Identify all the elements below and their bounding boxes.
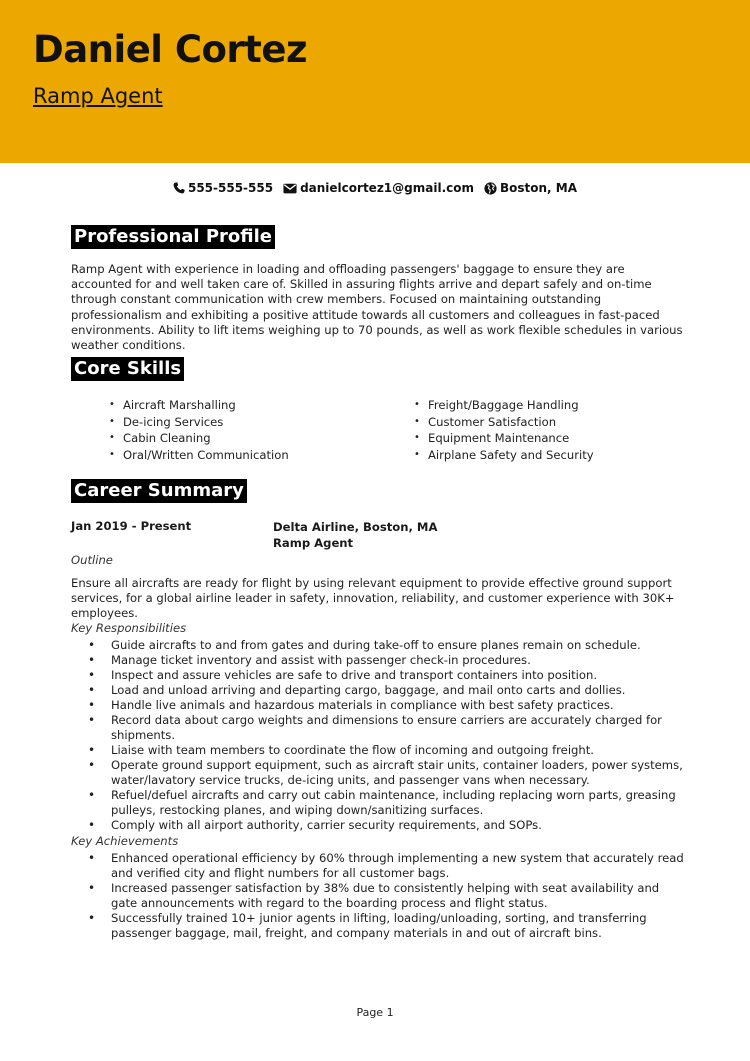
section-heading-profile: Professional Profile bbox=[71, 225, 275, 249]
responsibilities-list bbox=[111, 638, 686, 833]
skill-item: • Oral/Written Communication bbox=[109, 447, 289, 464]
job-company: Delta Airline, Boston, MA bbox=[273, 520, 438, 534]
skill-item: • Freight/Baggage Handling bbox=[414, 397, 594, 414]
job-employer bbox=[273, 519, 437, 551]
list-item: • Manage ticket inventory and assist with passenger check-in procedures. bbox=[111, 653, 686, 668]
list-item: • Liaise with team members to coordinate the flow of incoming and outgoing freight. bbox=[111, 743, 686, 758]
list-item: • Handle live animals and hazardous materials in compliance with best safety practices. bbox=[111, 698, 686, 713]
globe-icon bbox=[484, 182, 497, 195]
skill-item: • Customer Satisfaction bbox=[414, 414, 594, 431]
header-banner bbox=[0, 0, 750, 163]
achievements-list bbox=[111, 851, 686, 941]
phone-text: 555-555-555 bbox=[187, 181, 274, 195]
job-role: Ramp Agent bbox=[273, 536, 354, 550]
achievements-label: Key Achievements bbox=[71, 834, 179, 848]
skills-list-right bbox=[414, 397, 594, 463]
list-item: • Successfully trained 10+ junior agents in lifting, loading/unloading, sorting, and transferring passenger baggage, mail, freight, and company materials in and out of aircraft bins. bbox=[111, 911, 686, 941]
page-number: Page 1 bbox=[356, 1006, 394, 1019]
section-heading-career: Career Summary bbox=[71, 479, 247, 503]
outline-text: Ensure all aircrafts are ready for flight by using relevant equipment to provide effective ground support services, for a global airline leader in safety, innovation, reliability, and customer experience with 30K+ employees. bbox=[71, 576, 675, 621]
skills-list-left bbox=[109, 397, 289, 463]
skill-item: • De-icing Services bbox=[109, 414, 289, 431]
list-item: • Record data about cargo weights and dimensions to ensure carriers are accurately charged for shipments. bbox=[111, 713, 686, 743]
location-text: Boston, MA bbox=[500, 181, 578, 195]
responsibilities-label: Key Responsibilities bbox=[71, 621, 187, 635]
skill-item: • Aircraft Marshalling bbox=[109, 397, 289, 414]
phone-icon bbox=[173, 182, 185, 194]
list-item: • Guide aircrafts to and from gates and during take-off to ensure planes remain on schedule. bbox=[111, 638, 686, 653]
job-dates: Jan 2019 - Present bbox=[71, 519, 192, 533]
envelope-icon bbox=[283, 183, 297, 194]
list-item: • Comply with all airport authority, carrier security requirements, and SOPs. bbox=[111, 818, 686, 833]
outline-label: Outline bbox=[71, 553, 113, 567]
list-item: • Enhanced operational efficiency by 60% through implementing a new system that accurately read and verified city and flight numbers for all customer bags. bbox=[111, 851, 686, 881]
list-item: • Load and unload arriving and departing cargo, baggage, and mail onto carts and dollies. bbox=[111, 683, 686, 698]
skill-item: • Cabin Cleaning bbox=[109, 430, 289, 447]
skill-item: • Equipment Maintenance bbox=[414, 430, 594, 447]
list-item: • Refuel/defuel aircrafts and carry out cabin maintenance, including replacing worn parts, greasing pulleys, restocking planes, and wiping down/sanitizing surfaces. bbox=[111, 788, 686, 818]
list-item: • Operate ground support equipment, such as aircraft stair units, container loaders, power systems, water/lavatory service trucks, de-icing units, and passenger vans when necessary. bbox=[111, 758, 686, 788]
contact-bar bbox=[0, 181, 750, 195]
list-item: • Inspect and assure vehicles are safe to drive and transport containers into position. bbox=[111, 668, 686, 683]
section-heading-skills: Core Skills bbox=[71, 357, 184, 381]
contact-location bbox=[484, 181, 577, 195]
candidate-name: Daniel Cortez bbox=[33, 28, 307, 71]
profile-text: Ramp Agent with experience in loading and offloading passengers' baggage to ensure they are accounted for and well taken care of. Skilled in assuring flights arrive and depart safely and on-time through constant communication with crew members. Focused on maintaining outstanding professionalism and exhibiting a positive attitude towards all customers and colleagues in fast-paced environments. Ability to lift items weighing up to 70 pounds, as well as work flexible schedules in various weather conditions. bbox=[71, 262, 683, 353]
contact-phone bbox=[173, 181, 273, 195]
contact-email bbox=[283, 181, 474, 195]
email-text: danielcortez1@gmail.com bbox=[300, 181, 474, 195]
job-title: Ramp Agent bbox=[33, 84, 163, 108]
list-item: • Increased passenger satisfaction by 38% due to consistently helping with seat availability and gate announcements with regard to the boarding process and flight status. bbox=[111, 881, 686, 911]
skill-item: • Airplane Safety and Security bbox=[414, 447, 594, 464]
